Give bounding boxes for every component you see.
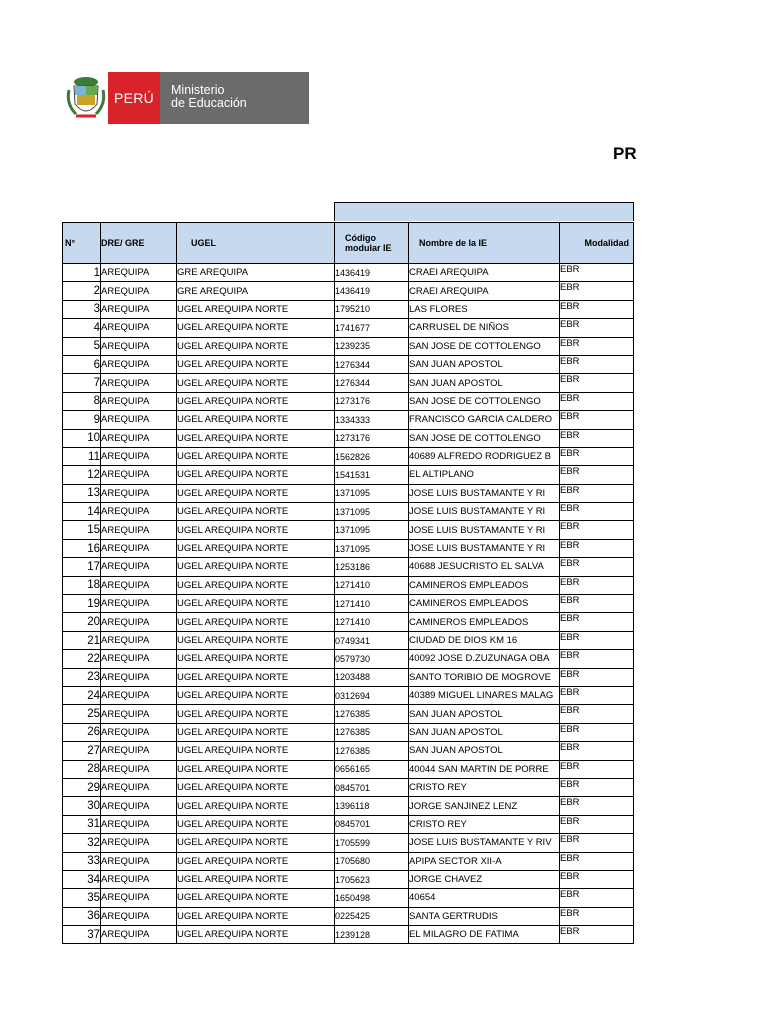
cell-code: 1650498: [335, 889, 409, 907]
cell-dre: AREQUIPA: [101, 852, 177, 870]
table-body: [63, 264, 634, 944]
cell-dre: AREQUIPA: [101, 282, 177, 300]
table-row: [63, 870, 634, 888]
cell-name: JOSE LUIS BUSTAMANTE Y RI: [409, 539, 560, 557]
cell-ugel: UGEL AREQUIPA NORTE: [177, 319, 335, 337]
cell-dre: AREQUIPA: [101, 668, 177, 686]
cell-ugel: UGEL AREQUIPA NORTE: [177, 429, 335, 447]
table-row: [63, 668, 634, 686]
table-row: [63, 926, 634, 944]
cell-number: 4: [63, 319, 101, 337]
cell-ugel: UGEL AREQUIPA NORTE: [177, 760, 335, 778]
cell-number: 14: [63, 503, 101, 521]
cell-code: 0656165: [335, 760, 409, 778]
cell-name: CAMINEROS EMPLEADOS: [409, 595, 560, 613]
table-row: [63, 595, 634, 613]
header-band: [334, 202, 634, 221]
cell-name: 40654: [409, 889, 560, 907]
table-row: [63, 447, 634, 465]
cell-code: 1436419: [335, 282, 409, 300]
cell-ugel: GRE AREQUIPA: [177, 282, 335, 300]
cell-dre: AREQUIPA: [101, 870, 177, 888]
cell-modality: EBR: [560, 686, 634, 704]
cell-code: 1396118: [335, 797, 409, 815]
cell-code: 1741677: [335, 319, 409, 337]
cell-ugel: UGEL AREQUIPA NORTE: [177, 484, 335, 502]
cell-number: 36: [63, 907, 101, 925]
col-header-dre: DRE/ GRE: [101, 223, 177, 264]
cell-name: CAMINEROS EMPLEADOS: [409, 576, 560, 594]
cell-code: 1271410: [335, 595, 409, 613]
cell-modality: EBR: [560, 282, 634, 300]
table-row: [63, 558, 634, 576]
cell-dre: AREQUIPA: [101, 447, 177, 465]
ministry-badge: [160, 72, 309, 124]
cell-ugel: UGEL AREQUIPA NORTE: [177, 558, 335, 576]
cell-code: 1541531: [335, 466, 409, 484]
cell-dre: AREQUIPA: [101, 539, 177, 557]
cell-code: 1271410: [335, 576, 409, 594]
cell-dre: AREQUIPA: [101, 723, 177, 741]
cell-name: SAN JUAN APOSTOL: [409, 374, 560, 392]
cell-dre: AREQUIPA: [101, 797, 177, 815]
cell-dre: AREQUIPA: [101, 264, 177, 282]
table-row: [63, 392, 634, 410]
cell-number: 27: [63, 742, 101, 760]
cell-number: 13: [63, 484, 101, 502]
table-row: [63, 355, 634, 373]
cell-code: 0749341: [335, 631, 409, 649]
table-row: [63, 907, 634, 925]
cell-name: JOSE LUIS BUSTAMANTE Y RI: [409, 521, 560, 539]
cell-number: 7: [63, 374, 101, 392]
col-header-number: N°: [63, 223, 101, 264]
cell-code: 1371095: [335, 521, 409, 539]
peru-label: PERÚ: [113, 90, 155, 106]
cell-ugel: UGEL AREQUIPA NORTE: [177, 576, 335, 594]
cell-dre: AREQUIPA: [101, 926, 177, 944]
cell-code: 1705623: [335, 870, 409, 888]
cell-modality: EBR: [560, 595, 634, 613]
ministry-line-2: de Educación: [171, 96, 247, 110]
cell-dre: AREQUIPA: [101, 595, 177, 613]
cell-dre: AREQUIPA: [101, 319, 177, 337]
peru-badge: [108, 72, 160, 124]
cell-modality: EBR: [560, 834, 634, 852]
cell-dre: AREQUIPA: [101, 760, 177, 778]
cell-name: CRISTO REY: [409, 815, 560, 833]
cell-ugel: UGEL AREQUIPA NORTE: [177, 337, 335, 355]
table-row: [63, 631, 634, 649]
cell-number: 10: [63, 429, 101, 447]
cell-modality: EBR: [560, 668, 634, 686]
table-row: [63, 411, 634, 429]
cell-modality: EBR: [560, 337, 634, 355]
cell-number: 11: [63, 447, 101, 465]
cell-number: 16: [63, 539, 101, 557]
cell-modality: EBR: [560, 815, 634, 833]
table-row: [63, 852, 634, 870]
cell-code: 0845701: [335, 815, 409, 833]
cell-code: 1705680: [335, 852, 409, 870]
cell-ugel: UGEL AREQUIPA NORTE: [177, 300, 335, 318]
table-row: [63, 705, 634, 723]
cell-number: 30: [63, 797, 101, 815]
cell-ugel: UGEL AREQUIPA NORTE: [177, 595, 335, 613]
minedu-logo: [63, 72, 309, 124]
table-row: [63, 300, 634, 318]
col-header-code: [335, 223, 409, 264]
cell-dre: AREQUIPA: [101, 650, 177, 668]
cell-ugel: GRE AREQUIPA: [177, 264, 335, 282]
cell-modality: EBR: [560, 870, 634, 888]
cell-name: CIUDAD DE DIOS KM 16: [409, 631, 560, 649]
cell-ugel: UGEL AREQUIPA NORTE: [177, 411, 335, 429]
cell-code: 0225425: [335, 907, 409, 925]
cell-ugel: UGEL AREQUIPA NORTE: [177, 834, 335, 852]
cell-ugel: UGEL AREQUIPA NORTE: [177, 870, 335, 888]
table-row: [63, 778, 634, 796]
cell-name: SAN JUAN APOSTOL: [409, 742, 560, 760]
cell-code: 1203488: [335, 668, 409, 686]
cell-number: 32: [63, 834, 101, 852]
cell-number: 19: [63, 595, 101, 613]
cell-ugel: UGEL AREQUIPA NORTE: [177, 355, 335, 373]
cell-dre: AREQUIPA: [101, 374, 177, 392]
cell-number: 5: [63, 337, 101, 355]
cell-ugel: UGEL AREQUIPA NORTE: [177, 613, 335, 631]
cell-modality: EBR: [560, 650, 634, 668]
cell-modality: EBR: [560, 705, 634, 723]
cell-name: SAN JOSE DE COTTOLENGO: [409, 429, 560, 447]
cell-modality: EBR: [560, 889, 634, 907]
cell-number: 23: [63, 668, 101, 686]
cell-modality: EBR: [560, 907, 634, 925]
cell-code: 1705599: [335, 834, 409, 852]
cell-code: 1273176: [335, 429, 409, 447]
cell-modality: EBR: [560, 355, 634, 373]
cell-code: 1371095: [335, 503, 409, 521]
cell-dre: AREQUIPA: [101, 392, 177, 410]
cell-modality: EBR: [560, 447, 634, 465]
schools-table: [62, 222, 634, 944]
cell-code: 1276385: [335, 742, 409, 760]
coat-of-arms-icon: [63, 72, 108, 124]
col-header-code-text: Código modular IE: [345, 233, 392, 253]
cell-name: EL MILAGRO DE FATIMA: [409, 926, 560, 944]
cell-modality: EBR: [560, 576, 634, 594]
table-row: [63, 613, 634, 631]
cell-name: 40092 JOSE D.ZUZUNAGA OBA: [409, 650, 560, 668]
cell-name: SANTA GERTRUDIS: [409, 907, 560, 925]
cell-code: 1562826: [335, 447, 409, 465]
ministry-line-1: Ministerio: [171, 83, 225, 97]
table-row: [63, 815, 634, 833]
cell-ugel: UGEL AREQUIPA NORTE: [177, 797, 335, 815]
cell-name: LAS FLORES: [409, 300, 560, 318]
cell-ugel: UGEL AREQUIPA NORTE: [177, 742, 335, 760]
cell-name: APIPA SECTOR XII-A: [409, 852, 560, 870]
cell-code: 1795210: [335, 300, 409, 318]
cell-number: 21: [63, 631, 101, 649]
cell-dre: AREQUIPA: [101, 631, 177, 649]
cell-name: JOSE LUIS BUSTAMANTE Y RI: [409, 484, 560, 502]
cell-ugel: UGEL AREQUIPA NORTE: [177, 650, 335, 668]
cell-ugel: UGEL AREQUIPA NORTE: [177, 778, 335, 796]
cell-code: 0579730: [335, 650, 409, 668]
cell-name: SAN JOSE DE COTTOLENGO: [409, 337, 560, 355]
cell-code: 1273176: [335, 392, 409, 410]
cell-number: 25: [63, 705, 101, 723]
table-row: [63, 282, 634, 300]
table-row: [63, 686, 634, 704]
table-row: [63, 889, 634, 907]
cell-dre: AREQUIPA: [101, 705, 177, 723]
cell-dre: AREQUIPA: [101, 778, 177, 796]
cell-name: FRANCISCO GARCIA CALDERO: [409, 411, 560, 429]
cell-code: 1276385: [335, 705, 409, 723]
cell-ugel: UGEL AREQUIPA NORTE: [177, 723, 335, 741]
table-row: [63, 760, 634, 778]
table-row: [63, 429, 634, 447]
cell-modality: EBR: [560, 797, 634, 815]
cell-code: 0312694: [335, 686, 409, 704]
cell-ugel: UGEL AREQUIPA NORTE: [177, 374, 335, 392]
cell-modality: EBR: [560, 521, 634, 539]
table-row: [63, 374, 634, 392]
cell-dre: AREQUIPA: [101, 503, 177, 521]
table-row: [63, 337, 634, 355]
table-row: [63, 742, 634, 760]
cell-name: CRAEI AREQUIPA: [409, 282, 560, 300]
cell-dre: AREQUIPA: [101, 576, 177, 594]
cell-name: SAN JUAN APOSTOL: [409, 705, 560, 723]
table-row: [63, 539, 634, 557]
cell-number: 17: [63, 558, 101, 576]
cell-number: 26: [63, 723, 101, 741]
cell-code: 1276344: [335, 374, 409, 392]
cell-dre: AREQUIPA: [101, 686, 177, 704]
cell-dre: AREQUIPA: [101, 521, 177, 539]
cell-dre: AREQUIPA: [101, 411, 177, 429]
table-row: [63, 503, 634, 521]
cell-modality: EBR: [560, 466, 634, 484]
table-row: [63, 834, 634, 852]
cell-name: CARRUSEL DE NIÑOS: [409, 319, 560, 337]
cell-dre: AREQUIPA: [101, 815, 177, 833]
cell-name: SANTO TORIBIO DE MOGROVE: [409, 668, 560, 686]
cell-number: 1: [63, 264, 101, 282]
cell-name: JOSE LUIS BUSTAMANTE Y RIV: [409, 834, 560, 852]
cell-name: JORGE SANJINEZ LENZ: [409, 797, 560, 815]
cell-modality: EBR: [560, 852, 634, 870]
cell-name: JOSE LUIS BUSTAMANTE Y RI: [409, 503, 560, 521]
cell-modality: EBR: [560, 926, 634, 944]
cell-modality: EBR: [560, 264, 634, 282]
cell-number: 9: [63, 411, 101, 429]
cell-dre: AREQUIPA: [101, 355, 177, 373]
cell-name: CRAEI AREQUIPA: [409, 264, 560, 282]
cell-code: 1436419: [335, 264, 409, 282]
cell-name: 40688 JESUCRISTO EL SALVA: [409, 558, 560, 576]
cell-dre: AREQUIPA: [101, 429, 177, 447]
table-row: [63, 797, 634, 815]
cell-dre: AREQUIPA: [101, 484, 177, 502]
cell-modality: EBR: [560, 778, 634, 796]
cell-name: CRISTO REY: [409, 778, 560, 796]
table-row: [63, 466, 634, 484]
cell-name: 40044 SAN MARTIN DE PORRE: [409, 760, 560, 778]
cell-ugel: UGEL AREQUIPA NORTE: [177, 907, 335, 925]
cell-number: 15: [63, 521, 101, 539]
cell-code: 1271410: [335, 613, 409, 631]
cell-ugel: UGEL AREQUIPA NORTE: [177, 926, 335, 944]
cell-dre: AREQUIPA: [101, 742, 177, 760]
cell-ugel: UGEL AREQUIPA NORTE: [177, 392, 335, 410]
cell-code: 1276344: [335, 355, 409, 373]
table-row: [63, 723, 634, 741]
cell-ugel: UGEL AREQUIPA NORTE: [177, 503, 335, 521]
cell-code: 1371095: [335, 484, 409, 502]
cell-dre: AREQUIPA: [101, 834, 177, 852]
cell-name: SAN JUAN APOSTOL: [409, 355, 560, 373]
col-header-name: Nombre de la IE: [409, 223, 560, 264]
cell-number: 20: [63, 613, 101, 631]
cell-ugel: UGEL AREQUIPA NORTE: [177, 668, 335, 686]
cell-name: 40389 MIGUEL LINARES MALAG: [409, 686, 560, 704]
cell-code: 1371095: [335, 539, 409, 557]
cell-number: 12: [63, 466, 101, 484]
cell-number: 3: [63, 300, 101, 318]
cell-number: 37: [63, 926, 101, 944]
cell-name: JORGE CHAVEZ: [409, 870, 560, 888]
cell-number: 8: [63, 392, 101, 410]
col-header-modality: Modalidad: [560, 223, 634, 264]
table-row: [63, 576, 634, 594]
table-header-row: [63, 223, 634, 264]
cell-number: 29: [63, 778, 101, 796]
cell-dre: AREQUIPA: [101, 889, 177, 907]
table-row: [63, 521, 634, 539]
cell-dre: AREQUIPA: [101, 466, 177, 484]
cell-modality: EBR: [560, 558, 634, 576]
cell-dre: AREQUIPA: [101, 337, 177, 355]
cell-number: 22: [63, 650, 101, 668]
cell-code: 0845701: [335, 778, 409, 796]
document-title: PR: [613, 144, 637, 163]
cell-modality: EBR: [560, 411, 634, 429]
cell-ugel: UGEL AREQUIPA NORTE: [177, 539, 335, 557]
cell-modality: EBR: [560, 392, 634, 410]
cell-dre: AREQUIPA: [101, 558, 177, 576]
table-row: [63, 484, 634, 502]
cell-code: 1253186: [335, 558, 409, 576]
col-header-ugel: UGEL: [177, 223, 335, 264]
cell-ugel: UGEL AREQUIPA NORTE: [177, 447, 335, 465]
cell-number: 35: [63, 889, 101, 907]
cell-dre: AREQUIPA: [101, 300, 177, 318]
cell-number: 28: [63, 760, 101, 778]
cell-number: 24: [63, 686, 101, 704]
cell-modality: EBR: [560, 760, 634, 778]
table-row: [63, 264, 634, 282]
cell-name: SAN JOSE DE COTTOLENGO: [409, 392, 560, 410]
cell-ugel: UGEL AREQUIPA NORTE: [177, 889, 335, 907]
cell-number: 34: [63, 870, 101, 888]
cell-modality: EBR: [560, 631, 634, 649]
cell-ugel: UGEL AREQUIPA NORTE: [177, 686, 335, 704]
cell-ugel: UGEL AREQUIPA NORTE: [177, 705, 335, 723]
cell-modality: EBR: [560, 300, 634, 318]
cell-ugel: UGEL AREQUIPA NORTE: [177, 521, 335, 539]
cell-code: 1239128: [335, 926, 409, 944]
cell-number: 18: [63, 576, 101, 594]
cell-modality: EBR: [560, 484, 634, 502]
cell-modality: EBR: [560, 503, 634, 521]
cell-modality: EBR: [560, 723, 634, 741]
cell-ugel: UGEL AREQUIPA NORTE: [177, 466, 335, 484]
cell-ugel: UGEL AREQUIPA NORTE: [177, 852, 335, 870]
cell-code: 1334333: [335, 411, 409, 429]
cell-number: 31: [63, 815, 101, 833]
cell-modality: EBR: [560, 742, 634, 760]
cell-modality: EBR: [560, 539, 634, 557]
cell-code: 1239235: [335, 337, 409, 355]
cell-ugel: UGEL AREQUIPA NORTE: [177, 815, 335, 833]
cell-name: EL ALTIPLANO: [409, 466, 560, 484]
cell-name: SAN JUAN APOSTOL: [409, 723, 560, 741]
cell-modality: EBR: [560, 613, 634, 631]
cell-name: CAMINEROS EMPLEADOS: [409, 613, 560, 631]
cell-number: 33: [63, 852, 101, 870]
cell-code: 1276385: [335, 723, 409, 741]
cell-number: 6: [63, 355, 101, 373]
cell-modality: EBR: [560, 319, 634, 337]
cell-dre: AREQUIPA: [101, 907, 177, 925]
cell-name: 40689 ALFREDO RODRIGUEZ B: [409, 447, 560, 465]
table-row: [63, 319, 634, 337]
cell-number: 2: [63, 282, 101, 300]
table-row: [63, 650, 634, 668]
cell-modality: EBR: [560, 429, 634, 447]
cell-ugel: UGEL AREQUIPA NORTE: [177, 631, 335, 649]
cell-dre: AREQUIPA: [101, 613, 177, 631]
cell-modality: EBR: [560, 374, 634, 392]
